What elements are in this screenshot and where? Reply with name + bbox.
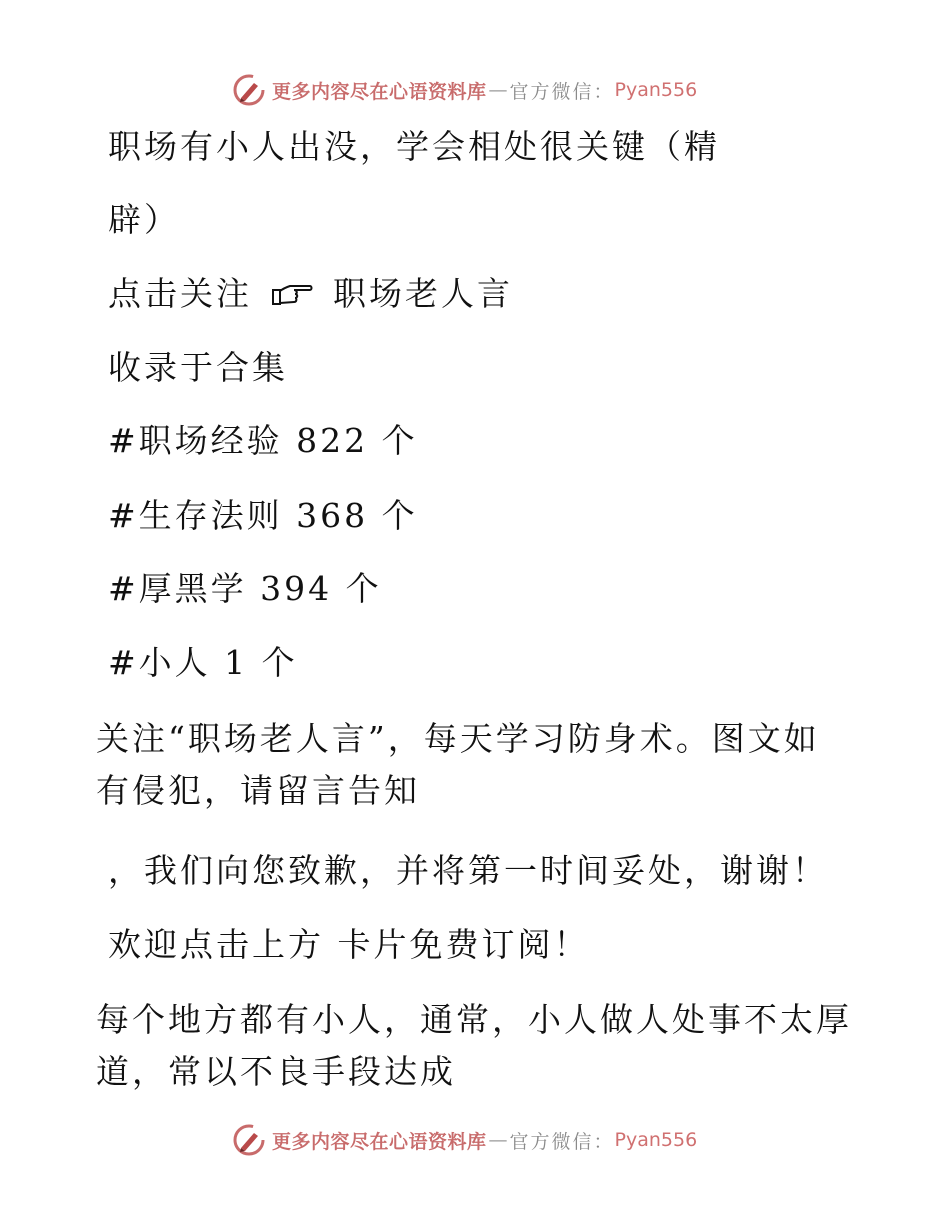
tag-item[interactable]: #小人 1 个 bbox=[108, 643, 298, 682]
header-dash: — bbox=[488, 79, 508, 101]
follow-line[interactable] bbox=[108, 274, 513, 314]
article-title-line-2: 辟） bbox=[108, 200, 180, 239]
follow-prefix: 点击关注 bbox=[108, 274, 252, 313]
article-title-line-1: 职场有小人出没，学会相处很关键（精 bbox=[108, 127, 720, 166]
tag-item[interactable]: #职场经验 822 个 bbox=[108, 421, 418, 460]
header-official-label: 官方微信： bbox=[509, 80, 615, 103]
tag-item[interactable]: #生存法则 368 个 bbox=[108, 496, 418, 535]
footer-official-label: 官方微信： bbox=[509, 1130, 615, 1153]
footer-watermark bbox=[232, 1120, 712, 1160]
tag-item[interactable]: #厚黑学 394 个 bbox=[108, 569, 382, 608]
header-brand-text: 更多内容尽在心语资料库 bbox=[272, 80, 487, 103]
footer-account-id: Pyan556 bbox=[614, 1129, 698, 1151]
notice-line-2: 有侵犯，请留言告知 bbox=[96, 771, 420, 810]
pen-logo-icon bbox=[232, 73, 266, 107]
footer-brand-text: 更多内容尽在心语资料库 bbox=[272, 1130, 487, 1153]
apology-line: ，我们向您致歉，并将第一时间妥处，谢谢！ bbox=[108, 851, 828, 890]
follow-account-link[interactable]: 职场老人言 bbox=[333, 274, 513, 313]
body-paragraph bbox=[96, 994, 852, 1098]
notice-line-1: 关注“职场老人言”，每天学习防身术。图文如 bbox=[96, 719, 820, 758]
collection-label: 收录于合集 bbox=[108, 348, 288, 387]
body-line-1: 每个地方都有小人，通常，小人做人处事不太厚 bbox=[96, 1000, 852, 1039]
pen-logo-icon bbox=[232, 1123, 266, 1157]
pointing-hand-icon bbox=[270, 282, 314, 308]
notice-paragraph bbox=[96, 713, 820, 817]
body-line-2: 道，常以不良手段达成 bbox=[96, 1052, 456, 1091]
footer-dash: — bbox=[488, 1129, 508, 1151]
header-watermark bbox=[232, 70, 712, 110]
subscribe-line: 欢迎点击上方 卡片免费订阅！ bbox=[108, 925, 590, 964]
header-account-id: Pyan556 bbox=[614, 79, 698, 101]
